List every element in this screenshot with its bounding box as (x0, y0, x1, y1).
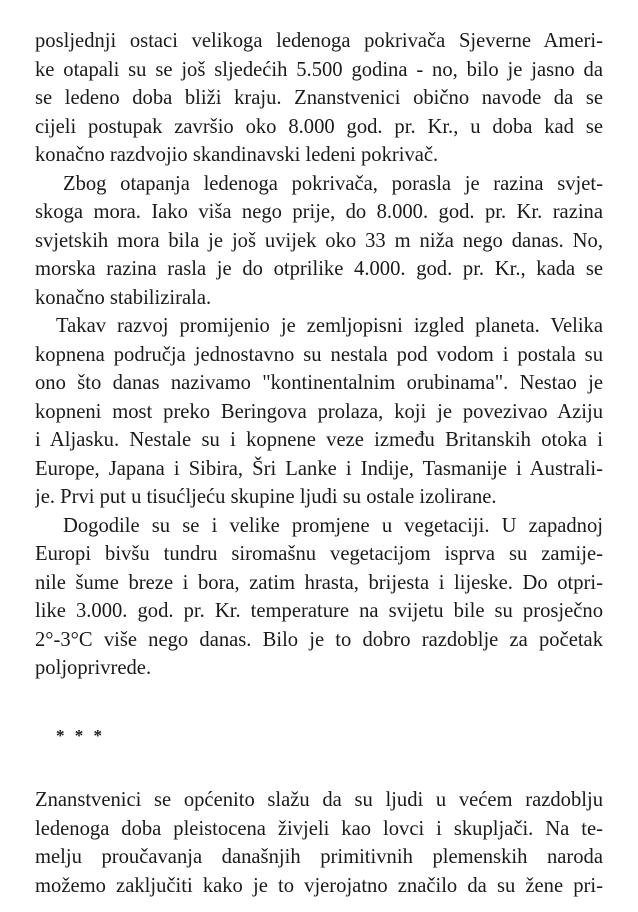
text-line: je. Prvi put u tisućljeću skupine ljudi su ostale izolirane. (35, 486, 497, 508)
section-separator: * * * (56, 726, 105, 745)
text-line: 2°-3°C više nego danas. Bilo je to dobro razdoblje za početak (35, 629, 603, 651)
text-line: se ledeno doba bliži kraju. Znanstvenici obično navode da se (35, 87, 603, 109)
text-line: Europe, Japana i Sibira, Šri Lanke i Indije, Tasmanije i Australi- (35, 458, 603, 480)
text-line: konačno stabilizirala. (35, 287, 212, 309)
text-line: Dogodile su se i velike promjene u vegetaciji. U zapadnoj (63, 515, 603, 537)
text-line: Znanstvenici se općenito slažu da su ljudi u većem razdoblju (35, 789, 603, 811)
text-line: ono što danas nazivamo "kontinentalnim orubinama". Nestao je (35, 372, 603, 394)
text-line: ke otapali su se još sljedećih 5.500 godina - no, bilo je jasno da (35, 59, 603, 81)
text-line: cijeli postupak završio oko 8.000 god. pr. Kr., u doba kad se (35, 116, 603, 138)
text-line: Zbog otapanja ledenoga pokrivača, porasla je razina svjet- (63, 173, 603, 195)
text-line: i Aljasku. Nestale su i kopnene veze između Britanskih otoka i (35, 429, 603, 451)
text-line: morska razina rasla je do otprilike 4.000. god. pr. Kr., kada se (35, 258, 603, 280)
text-line: Takav razvoj promijenio je zemljopisni izgled planeta. Velika (56, 315, 603, 337)
text-line: ledenoga doba pleistocena živjeli kao lovci i skupljači. Na te- (35, 818, 603, 840)
text-line: konačno razdvojio skandinavski ledeni pokrivač. (35, 144, 439, 166)
text-line: nile šume breze i bora, zatim hrasta, brijesta i lijeske. Do otpri- (35, 572, 603, 594)
text-line: skoga mora. Iako viša nego prije, do 8.000. god. pr. Kr. razina (35, 201, 603, 223)
text-line: kopnena područja jednostavno su nestala pod vodom i postala su (35, 344, 603, 366)
text-line: Europi bivšu tundru siromašnu vegetacijom isprva su zamije- (35, 543, 603, 565)
text-line: možemo zaključiti kako je to vjerojatno značilo da su žene pri- (35, 875, 603, 897)
text-line: svjetskih mora bila je još uvijek oko 33 m niža nego danas. No, (35, 230, 603, 252)
text-line: like 3.000. god. pr. Kr. temperature na svijetu bile su prosječno (35, 600, 603, 622)
text-line: kopneni most preko Beringova prolaza, koji je povezivao Aziju (35, 401, 603, 423)
text-line: poljoprivrede. (35, 657, 152, 679)
text-line: posljednji ostaci velikoga ledenoga pokrivača Sjeverne Ameri- (35, 30, 603, 52)
text-line: melju proučavanja današnjih primitivnih plemenskih naroda (35, 846, 603, 868)
